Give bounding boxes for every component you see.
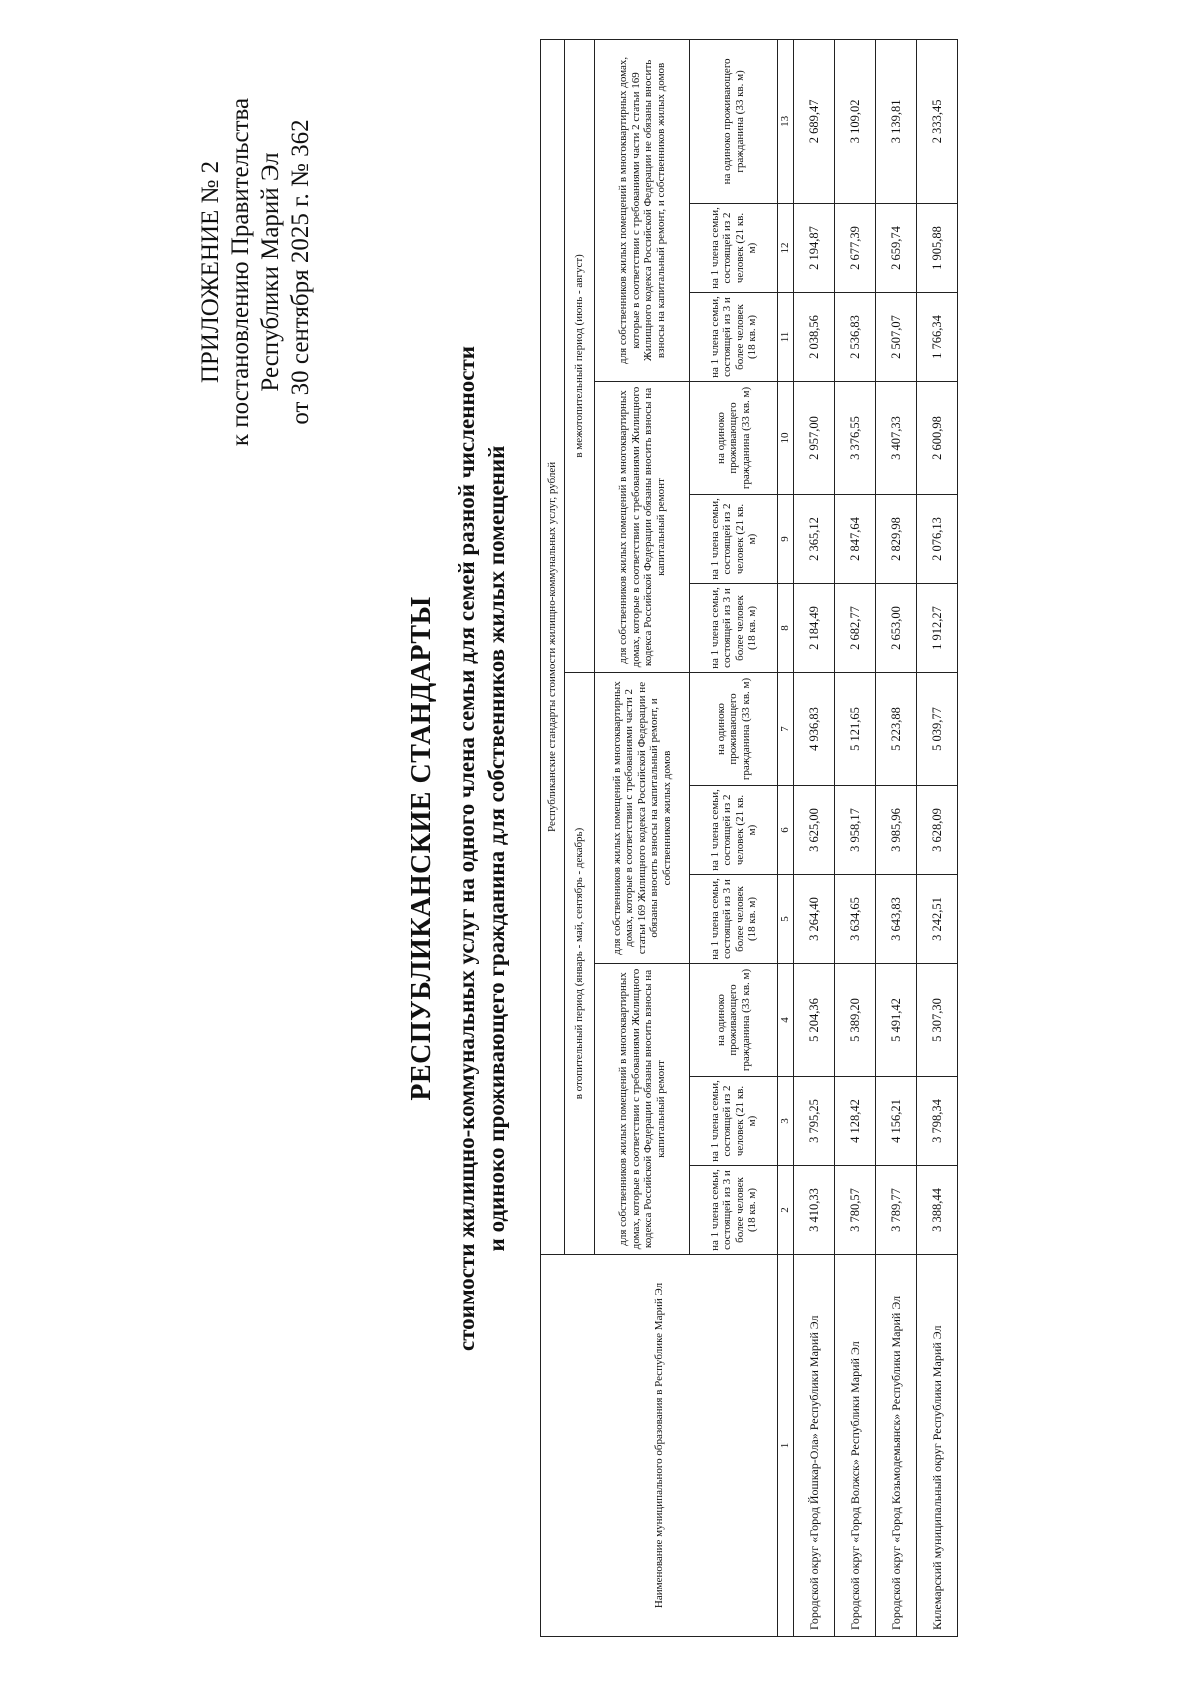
header-heating-period: в отопительный период (январь - май, сентябрь - декабрь) — [565, 673, 595, 1255]
column-number: 11 — [778, 293, 794, 382]
value-cell: 5 204,36 — [794, 964, 835, 1077]
column-number: 5 — [778, 875, 794, 964]
value-cell: 3 410,33 — [794, 1166, 835, 1255]
value-cell: 2 600,98 — [917, 382, 958, 495]
column-number: 12 — [778, 204, 794, 293]
header-heating-not-obliged: для собственников жилых помещений в многоквартирных домах, которые в соответствии с требованиями части 2 статьи 169 Жилищного кодекса Российской Федерации не обязаны вносить взносы на капитальный ремонт, и собственников жилых домов — [595, 673, 690, 964]
value-cell: 3 264,40 — [794, 875, 835, 964]
column-number: 6 — [778, 786, 794, 875]
value-cell: 5 307,30 — [917, 964, 958, 1077]
value-cell: 3 376,55 — [835, 382, 876, 495]
value-cell: 2 536,83 — [835, 293, 876, 382]
header-standards: Республиканские стандарты стоимости жилищно-коммунальных услуг, рублей — [541, 39, 565, 1254]
appendix-header — [196, 62, 316, 482]
value-cell: 2 957,00 — [794, 382, 835, 495]
subheader-2: на 1 члена семьи, состоящей из 2 человек (21 кв. м) — [690, 495, 778, 584]
value-cell: 3 789,77 — [876, 1166, 917, 1255]
value-cell: 3 407,33 — [876, 382, 917, 495]
column-number: 9 — [778, 495, 794, 584]
value-cell: 3 798,34 — [917, 1077, 958, 1166]
subheader-3plus: на 1 члена семьи, состоящей из 3 и более человек (18 кв. м) — [690, 1166, 778, 1255]
table-row — [876, 39, 917, 1636]
column-number: 8 — [778, 584, 794, 673]
value-cell: 4 128,42 — [835, 1077, 876, 1166]
header-nonheating-period: в межотопительный период (июнь - август) — [565, 39, 595, 672]
value-cell: 2 038,56 — [794, 293, 835, 382]
value-cell: 3 628,09 — [917, 786, 958, 875]
municipality-name: Городской округ «Город Козьмодемьянск» Республики Марий Эл — [876, 1255, 917, 1637]
municipality-name: Городской округ «Город Йошкар-Ола» Республики Марий Эл — [794, 1255, 835, 1637]
value-cell: 2 677,39 — [835, 204, 876, 293]
value-cell: 2 507,07 — [876, 293, 917, 382]
column-number: 2 — [778, 1166, 794, 1255]
value-cell: 2 847,64 — [835, 495, 876, 584]
value-cell: 1 766,34 — [917, 293, 958, 382]
header-nonheating-not-obliged: для собственников жилых помещений в многоквартирных домах, которые в соответствии с требованиями части 2 статьи 169 Жилищного кодекса Российской Федерации не обязаны вносить взносы на капитальный ремонт, и собственников жилых домов — [595, 39, 690, 381]
value-cell: 5 039,77 — [917, 673, 958, 786]
appendix-line-2: к постановлению Правительства — [227, 97, 254, 447]
value-cell: 2 365,12 — [794, 495, 835, 584]
header-heating-obliged: для собственников жилых помещений в многоквартирных домах, которые в соответствии с требованиями Жилищного кодекса Российской Федерации обязаны вносить взносы на капитальный ремонт — [595, 964, 690, 1255]
value-cell: 2 184,49 — [794, 584, 835, 673]
value-cell: 4 156,21 — [876, 1077, 917, 1166]
header-municipality: Наименование муниципального образования в Республике Марий Эл — [541, 1255, 778, 1637]
subheader-2: на 1 члена семьи, состоящей из 2 человек (21 кв. м) — [690, 786, 778, 875]
column-number: 7 — [778, 673, 794, 786]
value-cell: 3 109,02 — [835, 39, 876, 203]
subtitle-line-2: и одиноко проживающего гражданина для собственников жилых помещений — [484, 445, 509, 1252]
appendix-line-4: от 30 сентября 2025 г. № 362 — [287, 119, 314, 425]
subheader-single: на одиноко проживающего гражданина (33 кв. м) — [690, 382, 778, 495]
document-subtitle — [452, 60, 512, 1637]
value-cell: 3 985,96 — [876, 786, 917, 875]
value-cell: 5 223,88 — [876, 673, 917, 786]
value-cell: 2 829,98 — [876, 495, 917, 584]
column-number: 10 — [778, 382, 794, 495]
value-cell: 2 653,00 — [876, 584, 917, 673]
column-number: 3 — [778, 1077, 794, 1166]
table-row — [794, 39, 835, 1636]
value-cell: 5 491,42 — [876, 964, 917, 1077]
value-cell: 3 958,17 — [835, 786, 876, 875]
column-number-row — [778, 39, 794, 1636]
subtitle-line-1: стоимости жилищно-коммунальных услуг на одного члена семьи для семей разной численности — [454, 345, 479, 1352]
subheader-2: на 1 члена семьи, состоящей из 2 человек (21 кв. м) — [690, 1077, 778, 1166]
value-cell: 2 689,47 — [794, 39, 835, 203]
subheader-single: на одиноко проживающего гражданина (33 кв. м) — [690, 39, 778, 203]
subheader-3plus: на 1 члена семьи, состоящей из 3 и более человек (18 кв. м) — [690, 875, 778, 964]
value-cell: 2 194,87 — [794, 204, 835, 293]
subheader-single: на одиноко проживающего гражданина (33 кв. м) — [690, 964, 778, 1077]
column-number: 1 — [778, 1255, 794, 1637]
value-cell: 4 936,83 — [794, 673, 835, 786]
value-cell: 1 912,27 — [917, 584, 958, 673]
column-number: 4 — [778, 964, 794, 1077]
value-cell: 1 905,88 — [917, 204, 958, 293]
subheader-3plus: на 1 члена семьи, состоящей из 3 и более человек (18 кв. м) — [690, 584, 778, 673]
value-cell: 2 076,13 — [917, 495, 958, 584]
value-cell: 2 682,77 — [835, 584, 876, 673]
value-cell: 3 780,57 — [835, 1166, 876, 1255]
value-cell: 3 643,83 — [876, 875, 917, 964]
subheader-2: на 1 члена семьи, состоящей из 2 человек (21 кв. м) — [690, 204, 778, 293]
value-cell: 2 659,74 — [876, 204, 917, 293]
table-row — [835, 39, 876, 1636]
value-cell: 2 333,45 — [917, 39, 958, 203]
standards-table — [540, 39, 958, 1637]
header-nonheating-obliged: для собственников жилых помещений в многоквартирных домах, которые в соответствии с требованиями Жилищного кодекса Российской Федерации обязаны вносить взносы на капитальный ремонт — [595, 382, 690, 673]
subheader-single: на одиноко проживающего гражданина (33 кв. м) — [690, 673, 778, 786]
column-number: 13 — [778, 39, 794, 203]
municipality-name: Городской округ «Город Волжск» Республики Марий Эл — [835, 1255, 876, 1637]
value-cell: 5 389,20 — [835, 964, 876, 1077]
value-cell: 3 634,65 — [835, 875, 876, 964]
appendix-line-3: Республики Марий Эл — [257, 152, 284, 392]
appendix-line-1: ПРИЛОЖЕНИЕ № 2 — [197, 160, 224, 384]
subheader-3plus: на 1 члена семьи, состоящей из 3 и более человек (18 кв. м) — [690, 293, 778, 382]
value-cell: 3 625,00 — [794, 786, 835, 875]
table-row — [917, 39, 958, 1636]
municipality-name: Килемарский муниципальный округ Республики Марий Эл — [917, 1255, 958, 1637]
value-cell: 5 121,65 — [835, 673, 876, 786]
value-cell: 3 795,25 — [794, 1077, 835, 1166]
document-title: РЕСПУБЛИКАНСКИЕ СТАНДАРТЫ — [406, 596, 437, 1101]
value-cell: 3 242,51 — [917, 875, 958, 964]
value-cell: 3 139,81 — [876, 39, 917, 203]
value-cell: 3 388,44 — [917, 1166, 958, 1255]
